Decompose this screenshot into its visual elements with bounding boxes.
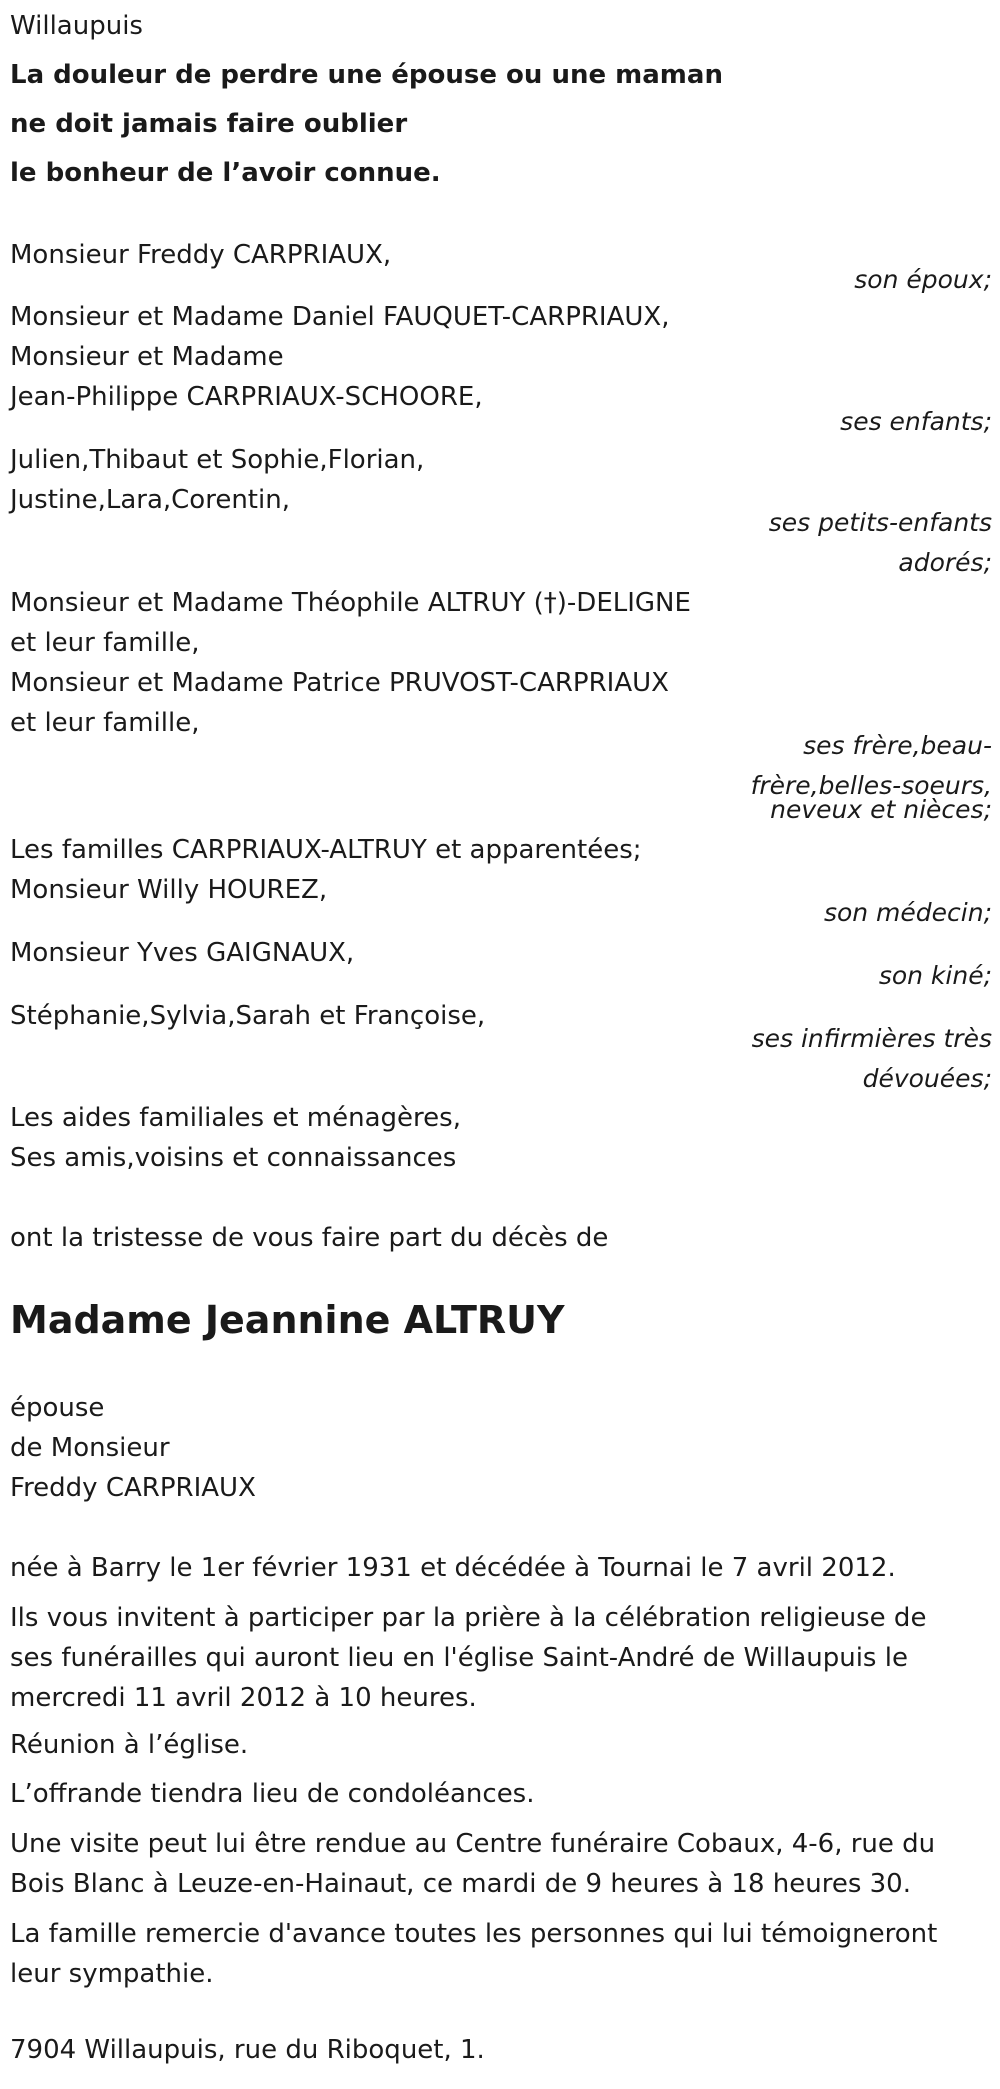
offering-line: L’offrande tiendra lieu de condoléances. (10, 1779, 535, 1809)
grandchildren-line-1: Julien,Thibaut et Sophie,Florian, (10, 445, 425, 475)
announcement-line: ont la tristesse de vous faire part du décès de (10, 1223, 609, 1253)
siblings-role-2: frère,belles-soeurs, (750, 771, 992, 800)
doctor-role: son médecin; (823, 898, 992, 927)
children-line-1: Monsieur et Madame Daniel FAUQUET-CARPRIAUX, (10, 302, 670, 332)
others-line-1: Les aides familiales et ménagères, (10, 1103, 461, 1133)
spouse-name: Monsieur Freddy CARPRIAUX, (10, 240, 392, 270)
town-name: Willaupuis (10, 11, 143, 41)
quote-line-2: ne doit jamais faire oublier (10, 109, 408, 139)
meeting-line: Réunion à l’église. (10, 1730, 249, 1760)
quote-line-3: le bonheur de l’avoir connue. (10, 158, 441, 188)
nurses-role-1: ses infirmières très (751, 1024, 992, 1053)
siblings-line-1: Monsieur et Madame Théophile ALTRUY (†)-DELIGNE (10, 588, 691, 618)
quote-line-1: La douleur de perdre une épouse ou une maman (10, 60, 723, 90)
nurses-role-2: dévouées; (862, 1064, 992, 1093)
birth-death-line: née à Barry le 1er février 1931 et décédée à Tournai le 7 avril 2012. (10, 1553, 896, 1583)
children-line-2: Monsieur et Madame (10, 342, 284, 372)
physio-name: Monsieur Yves GAIGNAUX, (10, 938, 355, 968)
grandchildren-role-1: ses petits-enfants (768, 508, 992, 537)
address-line: 7904 Willaupuis, rue du Riboquet, 1. (10, 2035, 485, 2065)
siblings-line-4: et leur famille, (10, 708, 200, 738)
siblings-line-3: Monsieur et Madame Patrice PRUVOST-CARPRIAUX (10, 668, 669, 698)
spouse-role: son époux; (854, 265, 992, 294)
siblings-role-1: ses frère,beau- (803, 731, 992, 760)
grandchildren-line-2: Justine,Lara,Corentin, (10, 485, 290, 515)
deceased-name: Madame Jeannine ALTRUY (10, 1298, 565, 1342)
spouse-of-line-3: Freddy CARPRIAUX (10, 1473, 256, 1503)
spouse-of-line-2: de Monsieur (10, 1433, 170, 1463)
grandchildren-role-2: adorés; (898, 548, 992, 577)
ceremony-paragraph: Ils vous invitent à participer par la prière à la célébration religieuse de ses funérailles qui auront lieu en l'église Saint-André de Willaupuis le mercredi 11 avril 2012 à 10 heures. (10, 1603, 927, 1713)
siblings-line-2: et leur famille, (10, 628, 200, 658)
families-line: Les familles CARPRIAUX-ALTRUY et apparentées; (10, 835, 642, 865)
children-line-3: Jean-Philippe CARPRIAUX-SCHOORE, (10, 382, 483, 412)
thanks-paragraph: La famille remercie d'avance toutes les personnes qui lui témoigneront leur sympathie. (10, 1919, 938, 1989)
nurses-name: Stéphanie,Sylvia,Sarah et Françoise, (10, 1001, 486, 1031)
spouse-of-line-1: épouse (10, 1393, 105, 1423)
others-line-2: Ses amis,voisins et connaissances (10, 1143, 457, 1173)
physio-role: son kiné; (878, 961, 992, 990)
visit-paragraph: Une visite peut lui être rendue au Centre funéraire Cobaux, 4-6, rue du Bois Blanc à Leuze-en-Hainaut, ce mardi de 9 heures à 18 heures 30. (10, 1829, 936, 1899)
doctor-name: Monsieur Willy HOUREZ, (10, 875, 328, 905)
children-role: ses enfants; (840, 407, 992, 436)
siblings-role-3: neveux et nièces; (770, 795, 992, 824)
